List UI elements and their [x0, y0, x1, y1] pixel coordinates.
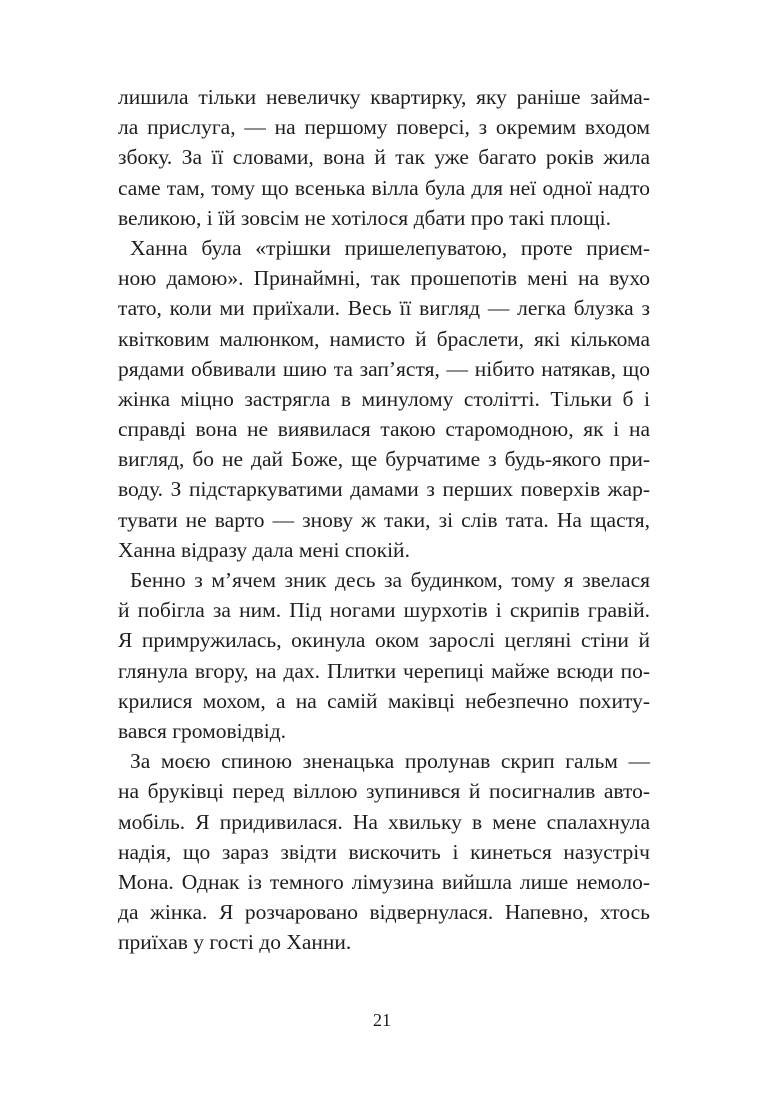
- text-line: тувати не варто — знову ж таки, зі слів тата. На щастя,: [118, 507, 650, 532]
- page-number: 21: [373, 1010, 391, 1030]
- text-line: ною дамою». Принаймні, так прошепотів мені на вухо: [118, 266, 650, 291]
- text-line: вався громовідвід.: [118, 718, 287, 743]
- text-line: мобіль. Я придивилася. На хвильку в мене спалахнула: [118, 809, 650, 834]
- text-line: Ханна була «трішки пришелепуватою, проте приєм-: [130, 235, 650, 260]
- paragraph: [118, 233, 650, 565]
- text-line: приїхав у гості до Ханни.: [118, 930, 352, 955]
- text-line: воду. З підстаркуватими дамами з перших поверхів жар-: [118, 477, 650, 502]
- text-line: великою, і їй зовсім не хотілося дбати про такі площі.: [118, 205, 611, 230]
- text-block: [118, 82, 650, 957]
- text-line: ла прислуга, — на першому поверсі, з окремим входом: [118, 115, 650, 140]
- text-line: надія, що зараз звідти вискочить і кинеться назустріч: [118, 839, 650, 864]
- text-line: на бруківці перед віллою зупинився й посигналив авто-: [118, 779, 650, 804]
- text-line: глянула вгору, на дах. Плитки черепиці майже всюди по-: [118, 658, 650, 683]
- paragraph: [118, 565, 650, 746]
- text-line: саме там, тому що всенька вілла була для неї одної надто: [118, 175, 650, 200]
- text-line: Бенно з м’ячем зник десь за будинком, тому я звелася: [130, 568, 650, 592]
- text-line: За моєю спиною зненацька пролунав скрип гальм —: [130, 749, 650, 774]
- text-line: крилися мохом, а на самій маківці небезпечно похиту-: [118, 688, 650, 713]
- text-line: справді вона не виявилася такою старомодною, як і на: [118, 417, 650, 442]
- paragraph: [118, 746, 650, 957]
- text-line: да жінка. Я розчаровано відвернулася. Напевно, хтось: [118, 900, 650, 925]
- text-line: збоку. За її словами, вона й так уже багато років жила: [118, 145, 650, 170]
- text-line: тато, коли ми приїхали. Весь її вигляд — легка блузка з: [118, 296, 650, 321]
- text-line: Мона. Однак із темного лімузина вийшла лише немоло-: [118, 869, 650, 894]
- paragraph: [118, 82, 650, 233]
- text-line: рядами обвивали шию та зап’ястя, — нібито натякав, що: [118, 356, 650, 381]
- text-line: жінка міцно застрягла в минулому столітті. Тільки б і: [118, 386, 650, 411]
- text-line: й побігла за ним. Під ногами шурхотів і скрипів гравій.: [118, 598, 650, 623]
- text-line: квітковим малюнком, намисто й браслети, які кількома: [118, 326, 650, 351]
- text-line: Я примружилась, окинула оком зарослі цегляні стіни й: [118, 628, 650, 653]
- text-line: Ханна відразу дала мені спокій.: [118, 537, 410, 562]
- text-line: лишила тільки невеличку квартирку, яку раніше займа-: [118, 85, 650, 109]
- text-line: вигляд, бо не дай Боже, ще бурчатиме з будь-якого при-: [118, 447, 650, 472]
